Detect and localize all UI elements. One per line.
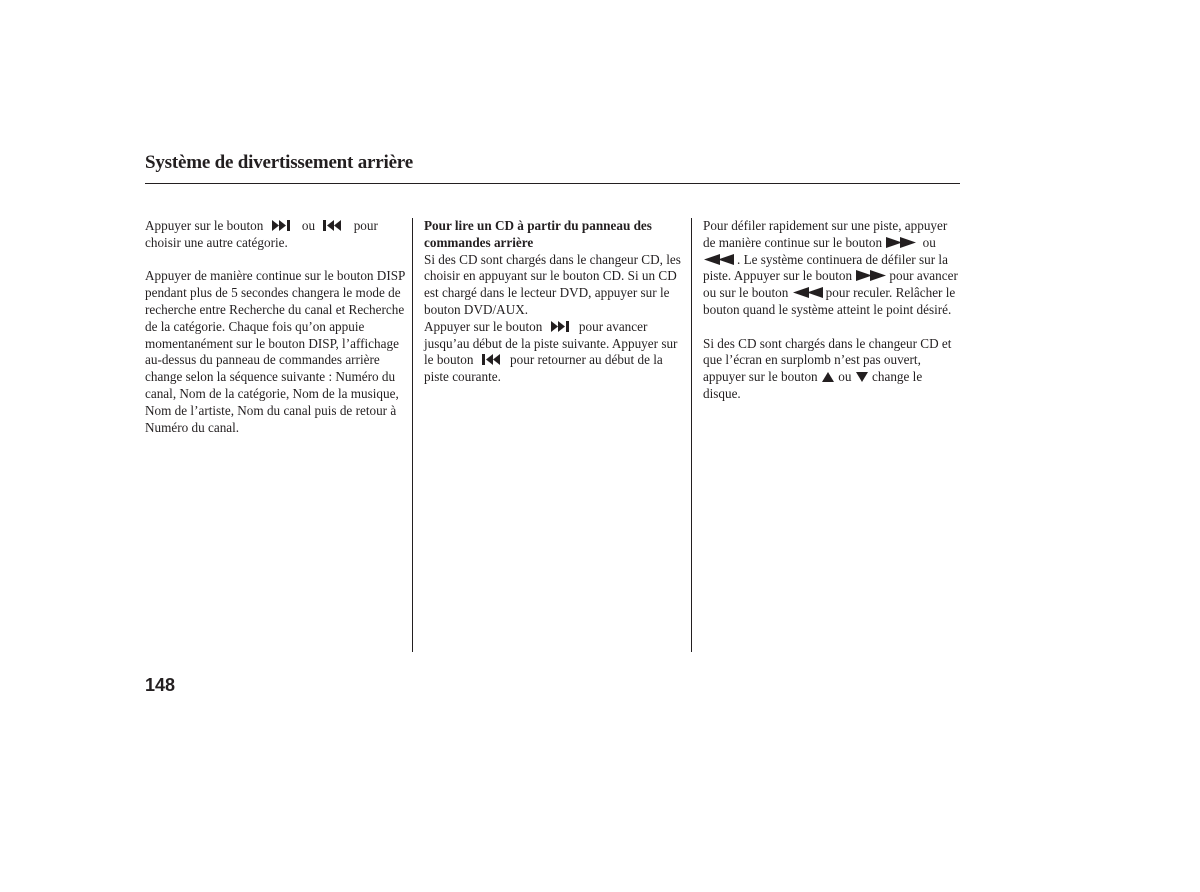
- col1-text: ou: [301, 218, 316, 233]
- fast-forward-icon: [856, 270, 888, 281]
- col3-text: Pour défiler rapidement sur une piste, appuyer de manière continue sur le bouton: [703, 218, 948, 250]
- rewind-icon: [793, 287, 825, 298]
- down-triangle-icon: [856, 372, 868, 382]
- rewind-icon: [704, 254, 736, 265]
- col2-paragraph-2: [424, 319, 682, 386]
- column-1: [145, 218, 407, 436]
- skip-back-icon: [323, 220, 345, 231]
- col1-text: pour choisir une autre catégorie.: [145, 218, 378, 250]
- page-number: 148: [145, 675, 176, 695]
- page-title: Système de divertissement arrière: [145, 152, 413, 173]
- col3-text: . Le système continuera de défiler sur la piste. Appuyer sur le bouton: [703, 251, 948, 284]
- col2-paragraph-1: Si des CD sont chargés dans le changeur CD, les choisir en appuyant sur le bouton CD. Si un CD est chargé dans le lecteur DVD, appuyer sur le bouton DVD/AUX.: [424, 251, 681, 317]
- col1-paragraph-2: Appuyer de manière continue sur le bouton DISP pendant plus de 5 secondes changera le mode de recherche entre Recherche du canal et Recherche de la catégorie. Chaque fois qu’on appuie momentanément sur le bouton DISP, l’affichage au-dessus du panneau de commandes arrière change selon la séquence suivante : Numéro du canal, Nom de la catégorie, Nom de la musique, Nom de l’artiste, Nom du canal puis de retour à Numéro du canal.: [145, 268, 405, 435]
- column-3: [703, 218, 960, 403]
- skip-forward-icon: [272, 220, 294, 231]
- skip-back-icon: [482, 354, 504, 365]
- column-2: [424, 218, 682, 386]
- skip-forward-icon: [551, 321, 573, 332]
- col3-paragraph-1: [703, 218, 960, 319]
- section-heading: Pour lire un CD à partir du panneau des commandes arrière: [424, 218, 652, 250]
- column-divider-2: [691, 218, 692, 652]
- col3-paragraph-2: [703, 336, 960, 403]
- col3-text: Si des CD sont chargés dans le changeur CD et que l’écran en surplomb n’est pas ouvert, appuyer sur le bouton: [703, 335, 952, 385]
- col2-text: pour retourner au début de la piste courante.: [424, 352, 663, 385]
- col3-text: ou: [838, 369, 852, 385]
- col2-text: pour avancer jusqu’au début de la piste suivante. Appuyer sur le bouton: [424, 318, 678, 368]
- col3-text: pour avancer ou sur le bouton: [703, 268, 958, 301]
- col2-text: Appuyer sur le bouton: [424, 318, 543, 334]
- col3-text: ou: [922, 234, 936, 250]
- fast-forward-icon: [886, 237, 918, 248]
- column-divider-1: [412, 218, 413, 652]
- col3-text: change le disque.: [703, 369, 923, 401]
- up-triangle-icon: [822, 372, 834, 382]
- title-rule: [145, 183, 960, 184]
- col3-text: pour reculer. Relâcher le bouton quand le système atteint le point désiré.: [703, 285, 956, 317]
- col1-paragraph-1: [145, 218, 407, 252]
- col1-text: Appuyer sur le bouton: [145, 218, 264, 233]
